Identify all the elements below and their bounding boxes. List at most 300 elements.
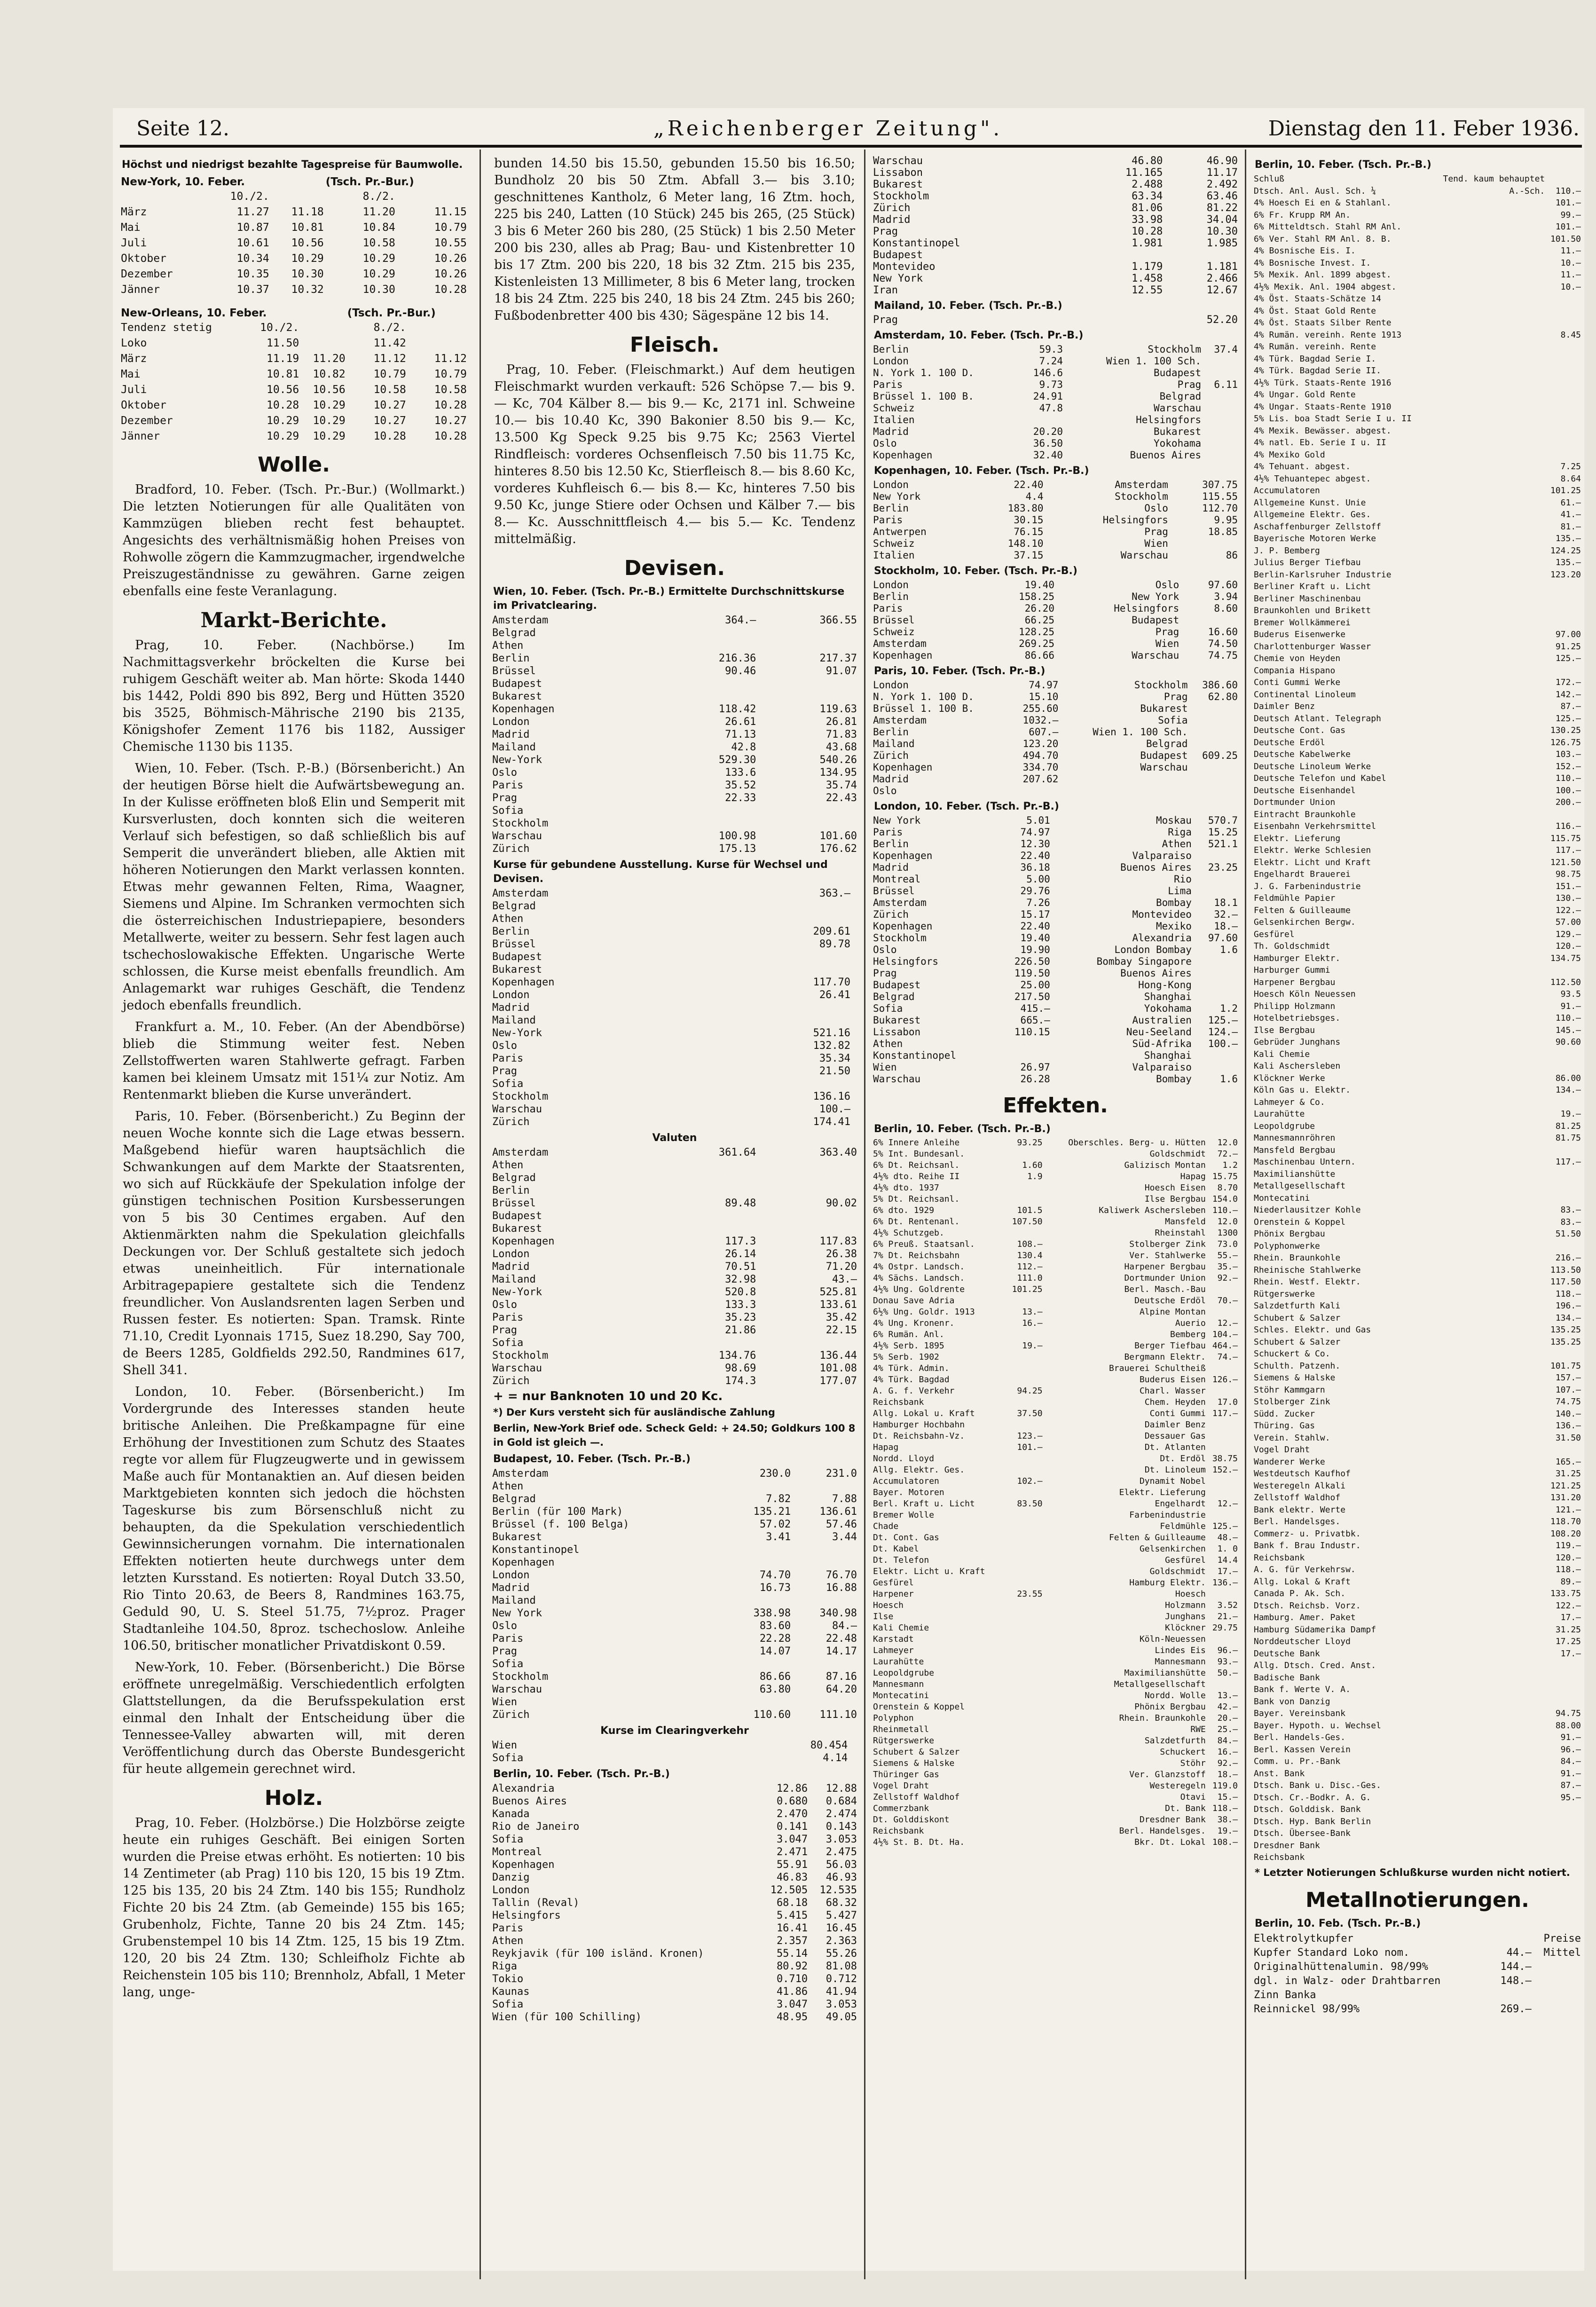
row-label: Bank f. Brau Industr.	[1254, 1541, 1361, 1551]
table-row	[491, 779, 858, 792]
row-label: Schuckert & Co.	[1254, 1349, 1330, 1359]
amsterdam-table	[872, 344, 1239, 461]
table-row	[1253, 724, 1582, 737]
row-value: 12.505	[770, 1884, 808, 1896]
row-label: Loko	[121, 337, 147, 349]
row-value: Köln-Neuessen	[1139, 1634, 1206, 1644]
row-value: Buderus Eisen	[1139, 1375, 1206, 1385]
row-label: Lissabon	[873, 167, 923, 179]
row-value: 90.60	[1555, 1037, 1581, 1047]
row-value	[1431, 1588, 1546, 1600]
row-label: J. G. Farbenindustrie	[1254, 881, 1361, 891]
row-value: 76.70	[826, 1569, 857, 1581]
row-value	[1431, 1276, 1546, 1288]
table-row	[491, 1349, 858, 1362]
table-row	[491, 1260, 858, 1273]
table-row	[491, 1632, 858, 1645]
row-value: Alpine Montan	[1139, 1307, 1206, 1317]
date-cell	[396, 189, 468, 205]
row-value	[1006, 1228, 1044, 1239]
row-value: 231.0	[826, 1468, 857, 1480]
table-row	[491, 1833, 858, 1846]
row-value: 9.73	[1039, 379, 1063, 390]
row-value: 81.—	[1560, 521, 1581, 532]
row-value: Bombay	[1156, 897, 1192, 908]
row-value	[1202, 426, 1239, 438]
row-value: 87.—	[1560, 1780, 1581, 1790]
row-value	[757, 1159, 858, 1172]
row-label: Rhein. Braunkohle	[1254, 1253, 1341, 1263]
wien-head: Wien, 10. Feber. (Tsch. Pr.-B.) Ermittelte Durchschnittskurse im Privatclearing.	[493, 586, 845, 612]
row-label: Elektr. Lieferung	[1254, 833, 1341, 843]
row-label: Allg. Dtsch. Cred. Anst.	[1254, 1661, 1376, 1670]
row-value: 81.22	[1206, 202, 1238, 214]
row-value	[757, 1222, 858, 1235]
row-value: London Bombay	[1114, 944, 1192, 955]
table-row	[872, 1194, 1239, 1205]
row-value: 74.—	[1217, 1352, 1238, 1362]
row-label: Warschau	[873, 1073, 921, 1085]
row-value: 101.—	[1017, 1442, 1043, 1452]
row-value: Farbenindustrie	[1129, 1510, 1206, 1520]
row-label: 4% Bosnische Eis. I.	[1254, 246, 1356, 256]
row-value: 96.—	[1560, 1744, 1581, 1755]
row-value: 134.75	[1550, 953, 1581, 963]
table-row	[1253, 1444, 1582, 1456]
row-label: Reichsbank	[1254, 1852, 1305, 1862]
table-row	[120, 367, 468, 382]
table-row	[491, 1752, 858, 1764]
row-value	[1431, 1000, 1546, 1013]
row-value	[1006, 1645, 1044, 1656]
table-row	[1253, 1540, 1582, 1552]
table-row	[1253, 988, 1582, 1000]
row-value: Gelsenkirchen	[1139, 1544, 1206, 1554]
row-value: Wien 1. 100 Sch.	[1106, 355, 1202, 367]
row-value	[1431, 281, 1546, 293]
row-value: 117.3	[725, 1236, 756, 1247]
budapest-table	[491, 1467, 858, 1721]
markt-title: Markt-Berichte.	[200, 608, 387, 632]
row-value	[1059, 773, 1188, 785]
table-row	[1253, 1048, 1582, 1061]
row-value	[1019, 414, 1064, 426]
row-value	[656, 1210, 757, 1222]
row-value	[1207, 1363, 1239, 1374]
row-value: 26.20	[1024, 603, 1054, 614]
table-row	[1253, 1336, 1582, 1348]
row-value: 118.42	[718, 703, 756, 715]
table-row	[872, 1690, 1239, 1701]
row-value: 226.50	[1014, 956, 1050, 967]
row-value: 133.6	[725, 767, 756, 779]
row-value: 200.—	[1555, 797, 1581, 807]
row-value	[1546, 665, 1582, 677]
no-rows	[120, 320, 468, 444]
table-row	[491, 1973, 858, 1985]
row-value: 176.62	[819, 843, 857, 855]
row-label: Sofia	[492, 805, 524, 817]
wolle-title: Wolle.	[258, 453, 330, 477]
table-row	[491, 703, 858, 716]
row-label: Dtsch. Anl. Ausl. Sch. ¼	[1254, 186, 1376, 196]
row-value: Hoesch	[1175, 1589, 1206, 1599]
table-row	[1253, 1720, 1582, 1732]
row-label: Berliner Kraft u. Licht	[1254, 582, 1371, 591]
row-value	[1431, 665, 1546, 677]
table-row	[872, 1465, 1239, 1476]
row-value	[851, 1090, 858, 1103]
row-label: Allg. Lokal u. Kraft	[873, 1409, 975, 1418]
table-row	[491, 1998, 858, 2011]
row-value: 16.—	[1022, 1318, 1043, 1328]
date-cell	[300, 320, 346, 336]
row-label: Feldmühle Papier	[1254, 893, 1336, 903]
row-value: 97.00	[1555, 630, 1581, 639]
row-label: Warschau	[492, 1362, 542, 1374]
row-value: Oslo	[1155, 579, 1179, 591]
table-row	[491, 665, 858, 677]
row-label: Kopenhagen	[492, 1236, 555, 1247]
table-row	[491, 1909, 858, 1922]
row-value: 15.25	[1208, 827, 1238, 838]
row-label: New York	[873, 815, 921, 826]
row-label: Konstantinopel	[492, 1544, 580, 1556]
row-label: Elektrolytkupfer	[1254, 1932, 1353, 1945]
row-value	[851, 900, 858, 913]
table-row	[1253, 940, 1582, 953]
row-value: 108.—	[1212, 1837, 1238, 1847]
row-value: 118.70	[1550, 1517, 1581, 1527]
row-label: Oslo	[492, 1299, 517, 1311]
table-row	[491, 677, 858, 690]
table-row	[872, 1826, 1239, 1837]
row-value	[1431, 1492, 1546, 1504]
row-label: New York	[873, 491, 921, 502]
row-label: Paris	[492, 1312, 524, 1323]
row-label: Comm. u. Pr.-Bank	[1254, 1756, 1341, 1766]
row-value: 43.—	[832, 1274, 857, 1285]
table-row	[1253, 785, 1582, 797]
table-row	[491, 1947, 858, 1960]
row-value	[1207, 1679, 1239, 1690]
table-row	[872, 1352, 1239, 1363]
row-label: Madrid	[492, 1582, 530, 1594]
row-value: 570.7	[1208, 815, 1238, 826]
row-value	[1431, 473, 1546, 485]
table-row	[872, 179, 1239, 190]
metall-title: Metallnotierungen.	[1305, 1888, 1529, 1912]
row-label: Madrid	[873, 773, 909, 785]
row-value	[1431, 317, 1546, 329]
row-value: 22.40	[1020, 850, 1050, 861]
row-value: Conti Gummi	[1149, 1409, 1206, 1418]
row-value: 17.—	[1560, 1613, 1581, 1622]
row-label: Riga	[492, 1961, 517, 1972]
row-value: 10.28	[266, 399, 299, 411]
row-value: 174.3	[725, 1375, 756, 1387]
row-value: 12.67	[1206, 284, 1238, 296]
row-value: 25.—	[1217, 1724, 1238, 1734]
row-value: 37.15	[1014, 550, 1044, 561]
row-label: Amsterdam	[492, 1147, 549, 1158]
row-label: 5% Mexik. Anl. 1899 abgest.	[1254, 270, 1392, 280]
row-value: 23.25	[1208, 862, 1238, 873]
table-row	[491, 1670, 858, 1683]
row-value: 44.—	[1506, 1946, 1532, 1959]
table-row	[872, 1814, 1239, 1826]
row-value: 61.—	[1560, 497, 1581, 508]
table-row	[120, 336, 468, 351]
row-value: Bukarest	[1140, 703, 1188, 714]
row-value: 2.471	[776, 1846, 808, 1858]
row-label: Zellstoff Waldhof	[1254, 1493, 1341, 1503]
row-value	[1006, 1352, 1044, 1363]
row-value: 98.75	[1555, 869, 1581, 879]
table-row	[872, 1062, 1239, 1073]
row-value: 81.75	[1555, 1133, 1581, 1143]
row-value: 17.0	[1217, 1397, 1238, 1407]
row-value: 19.—	[1560, 1109, 1581, 1119]
row-value	[1006, 1701, 1044, 1713]
row-value	[792, 1556, 858, 1569]
row-label: 6% Rumän. Anl.	[873, 1330, 944, 1339]
row-value: 1.6	[1220, 1073, 1238, 1085]
row-value	[1431, 1348, 1546, 1360]
table-row	[872, 1724, 1239, 1735]
row-label: Thüring. Gas	[1254, 1421, 1315, 1431]
table-row	[491, 1985, 858, 1998]
row-value	[1546, 1684, 1582, 1696]
table-row	[872, 550, 1239, 561]
table-row	[1253, 1156, 1582, 1168]
table-row	[1253, 964, 1582, 976]
row-value	[792, 1696, 858, 1709]
row-value: 175.13	[718, 843, 756, 855]
row-label: Kopenhagen	[492, 1859, 555, 1871]
table-row	[872, 1026, 1239, 1038]
row-value	[1006, 1780, 1044, 1792]
row-value	[1546, 1048, 1582, 1061]
row-value: 56.03	[826, 1859, 857, 1871]
row-value: Helsingfors	[1136, 414, 1202, 425]
row-label: 4% Hoesch Ei en & Stahlanl.	[1254, 198, 1392, 208]
row-value: 14.17	[826, 1646, 857, 1657]
row-value: 11.18	[291, 206, 324, 218]
row-value: 363.40	[819, 1147, 857, 1158]
table-row	[1253, 1756, 1582, 1768]
row-value	[851, 1065, 858, 1078]
row-value: Stöhr	[1180, 1758, 1206, 1768]
table-row	[491, 1103, 858, 1116]
row-value: Oberschles. Berg- u. Hütten	[1068, 1138, 1206, 1148]
row-value: 11.27	[236, 206, 269, 218]
row-value: 89.—	[1560, 1576, 1581, 1587]
table-row	[872, 284, 1239, 296]
row-value	[1207, 1510, 1239, 1521]
row-value: 2.357	[776, 1935, 808, 1947]
table-row	[1253, 641, 1582, 653]
row-value: 119.0	[1212, 1781, 1238, 1791]
table-row	[491, 2011, 858, 2024]
row-value: 101.—	[1555, 222, 1581, 232]
table-row	[872, 1758, 1239, 1769]
row-value: 10.58	[434, 384, 467, 396]
row-value: 37.4	[1214, 344, 1238, 355]
table-row	[1253, 1360, 1582, 1372]
table-row	[1253, 533, 1582, 545]
table-row	[872, 414, 1239, 426]
row-value	[1431, 1048, 1546, 1061]
row-value: 101.50	[1550, 234, 1581, 244]
table-row	[1253, 1312, 1582, 1324]
table-row	[872, 1216, 1239, 1228]
table-row	[491, 1337, 858, 1349]
row-label: Zürich	[873, 202, 911, 214]
row-value: 116.—	[1555, 821, 1581, 831]
row-label: Amsterdam	[873, 715, 927, 726]
row-value	[1006, 1769, 1044, 1780]
table-row	[1253, 1600, 1582, 1612]
row-value: 110.—	[1555, 773, 1581, 783]
table-row	[872, 1577, 1239, 1589]
row-value: Dessauer Gas	[1144, 1431, 1206, 1441]
table-row	[491, 766, 858, 779]
row-label: Belgrad	[492, 1172, 536, 1184]
row-label: 4% Rumän. vereinh. Rente 1913	[1254, 330, 1402, 340]
table-row	[491, 1116, 858, 1128]
row-value: 172.—	[1555, 677, 1581, 687]
row-value: 10.29	[313, 430, 346, 442]
row-value	[1202, 414, 1239, 426]
row-value	[1006, 1634, 1044, 1645]
row-value: 126.75	[1550, 737, 1581, 748]
row-value: 55.—	[1217, 1251, 1238, 1260]
table-row	[1253, 1648, 1582, 1660]
row-value: 92.—	[1217, 1273, 1238, 1283]
row-value	[1207, 1419, 1239, 1431]
row-value: 10.58	[362, 237, 395, 249]
row-value: 136.—	[1555, 1421, 1581, 1431]
column-divider	[864, 150, 865, 2279]
row-value	[1431, 929, 1546, 941]
table-row	[872, 1521, 1239, 1532]
row-value: 101.75	[1550, 1361, 1581, 1371]
row-label: Laurahütte	[873, 1657, 924, 1667]
row-value: Daimler Benz	[1144, 1420, 1206, 1430]
row-value: Buenos Aires	[1120, 862, 1192, 873]
table-row	[872, 1386, 1239, 1397]
paris-table	[872, 679, 1239, 797]
row-label: Montreal	[873, 874, 921, 885]
row-value: Westeregeln	[1149, 1781, 1206, 1791]
row-label: Mannesmannröhren	[1254, 1133, 1336, 1143]
row-label: Mailand	[492, 1015, 536, 1026]
row-value: Bkr. Dt. Lokal	[1134, 1837, 1206, 1847]
effekten-head: Berlin, 10. Feber. (Tsch. Pr.-B.)	[874, 1123, 1051, 1135]
row-value	[1431, 1444, 1546, 1456]
row-value	[1431, 1564, 1546, 1576]
row-label: Charlottenburger Wasser	[1254, 641, 1371, 652]
row-value: 521.16	[813, 1027, 851, 1039]
table-row	[872, 715, 1239, 726]
no-source: (Tsch. Pr.-Bur.)	[347, 307, 436, 319]
row-value: Dt. Linoleum	[1144, 1465, 1206, 1475]
row-label: Westdeutsch Kaufhof	[1254, 1469, 1351, 1479]
table-row	[491, 1311, 858, 1324]
row-value: 10.—	[1560, 258, 1581, 268]
row-value	[1431, 1708, 1546, 1720]
row-value: Felten & Guilleaume	[1109, 1533, 1206, 1543]
row-value: 6.11	[1214, 379, 1238, 390]
row-value: 35.74	[826, 779, 857, 791]
table-row	[872, 214, 1239, 226]
row-value: 87.16	[826, 1671, 857, 1683]
table-row	[872, 1340, 1239, 1352]
row-value: 7.25	[1560, 462, 1581, 472]
row-value	[1431, 1720, 1546, 1732]
row-label: Konstantinopel	[873, 1050, 957, 1061]
row-value	[1431, 1096, 1546, 1109]
row-value	[1431, 1264, 1546, 1276]
row-label: Compania Hispano	[1254, 665, 1336, 676]
table-row	[872, 1015, 1239, 1026]
table-row	[491, 1808, 858, 1820]
row-label: Paris	[492, 1633, 524, 1645]
row-value: 16.60	[1208, 626, 1238, 638]
row-value: 125.—	[1212, 1521, 1238, 1531]
row-value: 101.25	[1550, 486, 1581, 496]
row-value: 15.10	[1029, 691, 1059, 702]
row-value	[1431, 796, 1546, 809]
row-value: 10.26	[434, 252, 467, 265]
row-value: 10.81	[266, 368, 299, 380]
row-value: Warschau	[1140, 762, 1188, 773]
kopenhagen-head: Kopenhagen, 10. Feber. (Tsch. Pr.-B.)	[874, 465, 1089, 477]
table-row	[872, 968, 1239, 979]
row-value: 10.28	[434, 430, 467, 442]
row-value: 131.20	[1550, 1493, 1581, 1503]
table-row	[872, 1543, 1239, 1555]
row-label: Brüssel (f. 100 Belga)	[492, 1519, 629, 1530]
row-value	[1431, 209, 1546, 221]
row-label: Oslo	[492, 1620, 517, 1632]
row-value: 124.—	[1208, 1026, 1238, 1038]
row-label: Schulth. Patzenh.	[1254, 1361, 1341, 1371]
table-row	[872, 491, 1239, 503]
row-value	[1431, 329, 1546, 341]
row-label: Stockholm	[492, 1671, 549, 1683]
row-value: 1300	[1217, 1228, 1238, 1238]
row-value: 38.—	[1217, 1815, 1238, 1825]
row-value	[1546, 377, 1582, 389]
row-value: 55.91	[776, 1859, 808, 1871]
row-label: Zürich	[492, 1709, 530, 1721]
row-value: 2.492	[1206, 179, 1238, 190]
row-label: 4% Öst. Staats-Schätze 14	[1254, 294, 1381, 304]
row-value: 122.—	[1555, 905, 1581, 915]
row-value: Dt. Bank	[1165, 1803, 1206, 1813]
row-label: Sofia	[492, 1337, 524, 1349]
row-value: 10.27	[434, 415, 467, 427]
row-value: 10.30	[291, 268, 324, 280]
row-value	[1431, 461, 1546, 473]
row-label: Bayer. Hypoth. u. Wechsel	[1254, 1720, 1381, 1731]
row-value	[1431, 1132, 1546, 1144]
row-value	[1431, 1576, 1546, 1588]
row-value	[1180, 614, 1239, 626]
table-row	[1253, 401, 1582, 413]
